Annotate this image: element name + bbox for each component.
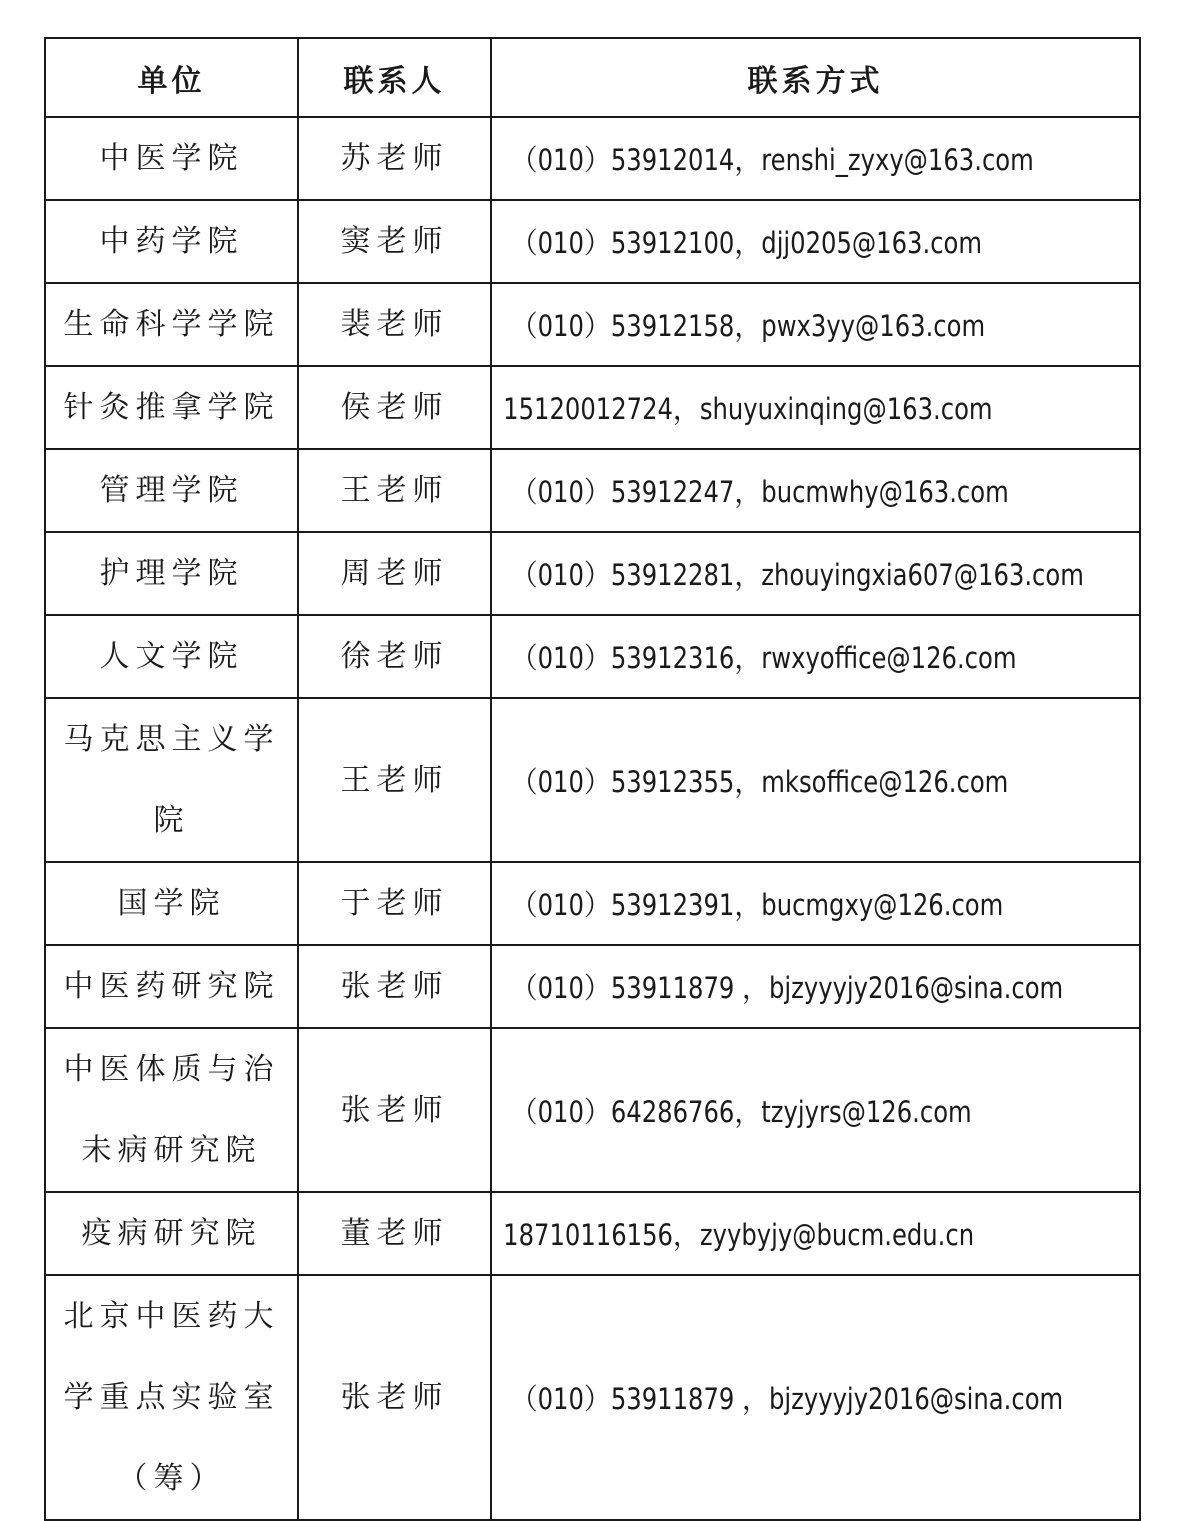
- contact-person-cell: 于老师: [298, 862, 491, 945]
- contact-info-cell: [491, 615, 1140, 698]
- unit-name: 护理学院: [99, 556, 244, 591]
- contact-info-cell: [491, 200, 1140, 283]
- contact-table: [44, 37, 1141, 1521]
- contact-person-cell: 张老师: [298, 1028, 491, 1192]
- contact-info: （010）53912355，mksoffice@126.com: [510, 764, 1009, 799]
- table-row: [45, 366, 1140, 449]
- contact-info: 15120012724，shuyuxinqing@163.com: [503, 392, 993, 426]
- table-row: [45, 200, 1140, 283]
- contact-person-cell: 徐老师: [298, 615, 491, 698]
- contact-info: （010）64286766，tzyjyrs@126.com: [510, 1094, 972, 1129]
- unit-cell: [45, 1192, 298, 1275]
- header-contact: 联系方式: [491, 38, 1140, 117]
- contact-info: （010）53912014，renshi_zyxy@163.com: [510, 143, 1034, 177]
- contact-info-cell: [491, 698, 1140, 862]
- table-row: [45, 283, 1140, 366]
- unit-cell: [45, 615, 298, 698]
- unit-cell: [45, 1275, 298, 1520]
- contact-person-cell: 张老师: [298, 1275, 491, 1520]
- table-row: [45, 532, 1140, 615]
- unit-cell: [45, 117, 298, 200]
- contact-info: 18710116156，zyybyjy@bucm.edu.cn: [503, 1218, 975, 1252]
- unit-cell: [45, 862, 298, 945]
- contact-info-cell: [491, 532, 1140, 615]
- contact-person-cell: 董老师: [298, 1192, 491, 1275]
- table-row: [45, 698, 1140, 862]
- table-row: [45, 862, 1140, 945]
- table-row: [45, 117, 1140, 200]
- contact-info-cell: [491, 1275, 1140, 1520]
- unit-cell: [45, 945, 298, 1028]
- table-row: [45, 945, 1140, 1028]
- contact-info-cell: [491, 1192, 1140, 1275]
- contact-info-cell: [491, 366, 1140, 449]
- unit-name: 北京中医药大学重点实验室（筹）: [63, 1299, 280, 1496]
- contact-info-cell: [491, 117, 1140, 200]
- unit-cell: [45, 698, 298, 862]
- contact-info-cell: [491, 862, 1140, 945]
- unit-name: 中医药研究院: [63, 969, 280, 1004]
- contact-person-cell: 窦老师: [298, 200, 491, 283]
- contact-info-cell: [491, 449, 1140, 532]
- unit-name: 生命科学学院: [63, 307, 280, 342]
- contact-info-cell: [491, 1028, 1140, 1192]
- contact-person-cell: 王老师: [298, 698, 491, 862]
- table-row: [45, 1192, 1140, 1275]
- unit-name: 国学院: [117, 886, 226, 921]
- unit-name: 中医学院: [99, 141, 244, 176]
- table-row: [45, 449, 1140, 532]
- contact-person-cell: 张老师: [298, 945, 491, 1028]
- unit-name: 管理学院: [99, 473, 244, 508]
- unit-cell: [45, 1028, 298, 1192]
- table-row: [45, 1275, 1140, 1520]
- table-header-row: [45, 38, 1140, 117]
- unit-name: 针灸推拿学院: [63, 390, 280, 425]
- contact-person-cell: 裴老师: [298, 283, 491, 366]
- contact-info: （010）53912100，djj0205@163.com: [510, 226, 983, 260]
- contact-info: （010）53912316，rwxyoffice@126.com: [510, 641, 1017, 675]
- unit-name: 中药学院: [99, 224, 244, 259]
- unit-cell: [45, 283, 298, 366]
- header-unit: 单位: [45, 38, 298, 117]
- unit-cell: [45, 449, 298, 532]
- unit-cell: [45, 366, 298, 449]
- contact-info-cell: [491, 945, 1140, 1028]
- unit-name: 人文学院: [99, 639, 244, 674]
- contact-info: （010）53912247，bucmwhy@163.com: [510, 475, 1009, 509]
- contact-info: （010）53911879 ，bjzyyyjy2016@sina.com: [510, 1382, 1064, 1416]
- unit-cell: [45, 532, 298, 615]
- contact-info: （010）53911879 ，bjzyyyjy2016@sina.com: [510, 971, 1064, 1005]
- contact-person-cell: 侯老师: [298, 366, 491, 449]
- table-row: [45, 1028, 1140, 1192]
- contact-info: （010）53912158，pwx3yy@163.com: [510, 309, 986, 343]
- unit-name: 马克思主义学院: [63, 722, 280, 838]
- unit-cell: [45, 200, 298, 283]
- contact-person-cell: 周老师: [298, 532, 491, 615]
- contact-person-cell: 苏老师: [298, 117, 491, 200]
- contact-person-cell: 王老师: [298, 449, 491, 532]
- table-row: [45, 615, 1140, 698]
- contact-info: （010）53912391，bucmgxy@126.com: [510, 888, 1004, 922]
- unit-name: 疫病研究院: [81, 1216, 262, 1251]
- contact-info: （010）53912281，zhouyingxia607@163.com: [510, 558, 1084, 592]
- contact-info-cell: [491, 283, 1140, 366]
- unit-name: 中医体质与治未病研究院: [63, 1052, 280, 1168]
- header-person: 联系人: [298, 38, 491, 117]
